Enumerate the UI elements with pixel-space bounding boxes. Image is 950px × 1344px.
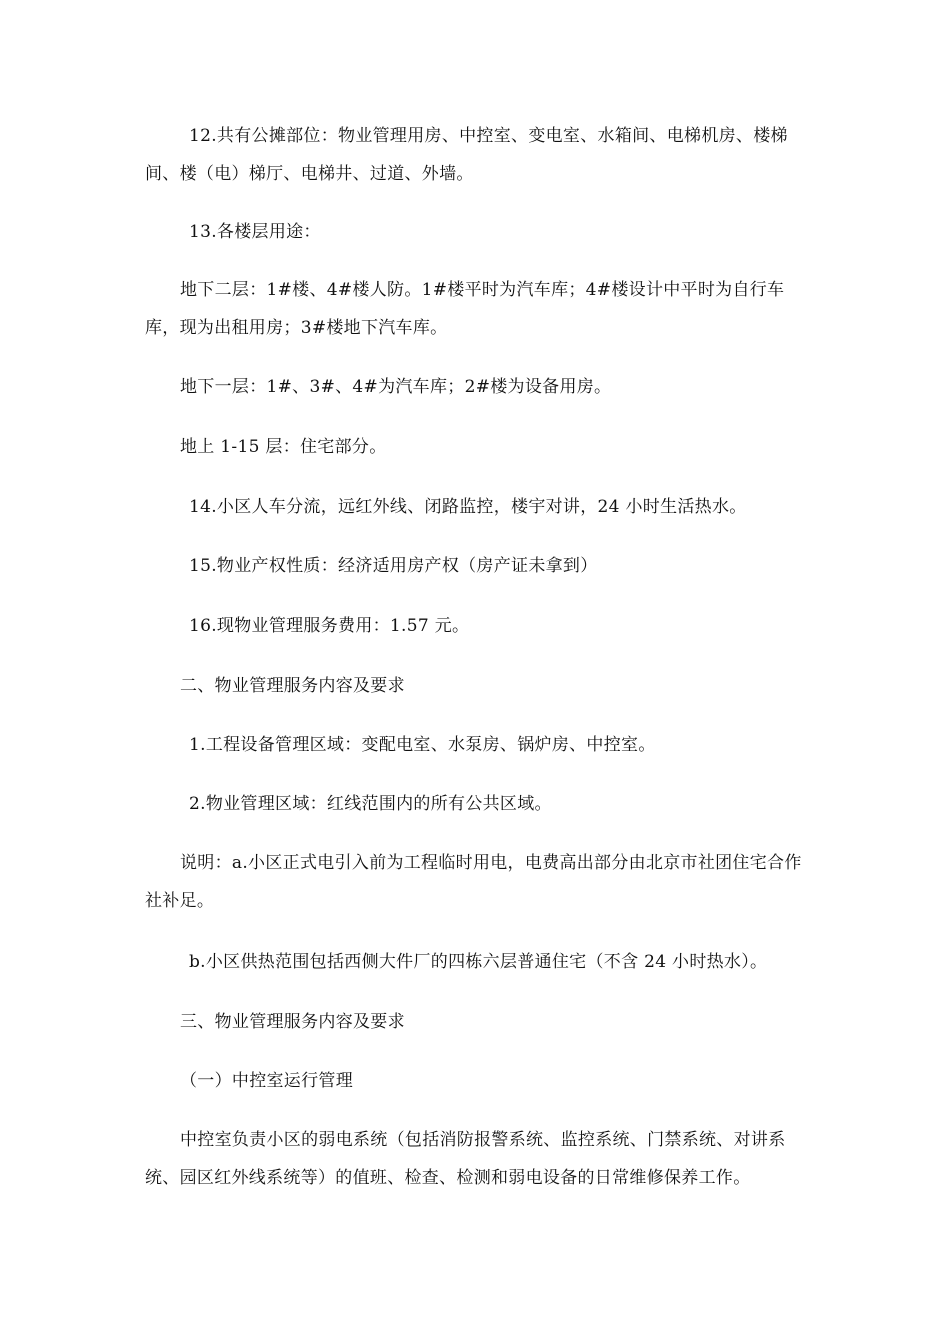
paragraph-basement-1: 地下一层：1#、3#、4#为汽车库；2#楼为设备用房。	[180, 377, 612, 397]
paragraph-note-a: 说明：a.小区正式电引入前为工程临时用电，电费高出部分由北京市社团住宅合作社补足。	[145, 853, 802, 911]
paragraph-14: 14.小区人车分流，远红外线、闭路监控，楼宇对讲，24 小时生活热水。	[189, 497, 747, 517]
paragraph-15: 15.物业产权性质：经济适用房产权（房产证未拿到）	[189, 556, 598, 576]
paragraph-basement-2: 地下二层：1#楼、4#楼人防。1#楼平时为汽车库；4#楼设计中平时为自行车库，现为出租用房；3#楼地下汽车库。	[145, 280, 785, 338]
paragraph-13: 13.各楼层用途：	[189, 222, 321, 242]
paragraph-16: 16.现物业管理服务费用：1.57 元。	[189, 616, 470, 636]
paragraph-control-room: 中控室负责小区的弱电系统（包括消防报警系统、监控系统、门禁系统、对讲系统、园区红外线系统等）的值班、检查、检测和弱电设备的日常维修保养工作。	[145, 1130, 786, 1188]
paragraph-note-b: b.小区供热范围包括西侧大件厂的四栋六层普通住宅（不含 24 小时热水）。	[189, 952, 768, 972]
section-heading-3: 三、物业管理服务内容及要求	[180, 1012, 405, 1032]
paragraph-item-1: 1.工程设备管理区域：变配电室、水泵房、锅炉房、中控室。	[189, 735, 656, 755]
paragraph-12: 12.共有公摊部位：物业管理用房、中控室、变电室、水箱间、电梯机房、楼梯间、楼（电）梯厅、电梯井、过道、外墙。	[145, 126, 788, 184]
subsection-heading-1: （一）中控室运行管理	[180, 1071, 353, 1091]
paragraph-above-ground: 地上 1-15 层：住宅部分。	[180, 437, 387, 457]
paragraph-item-2: 2.物业管理区域：红线范围内的所有公共区域。	[189, 794, 552, 814]
section-heading-2: 二、物业管理服务内容及要求	[180, 676, 405, 696]
